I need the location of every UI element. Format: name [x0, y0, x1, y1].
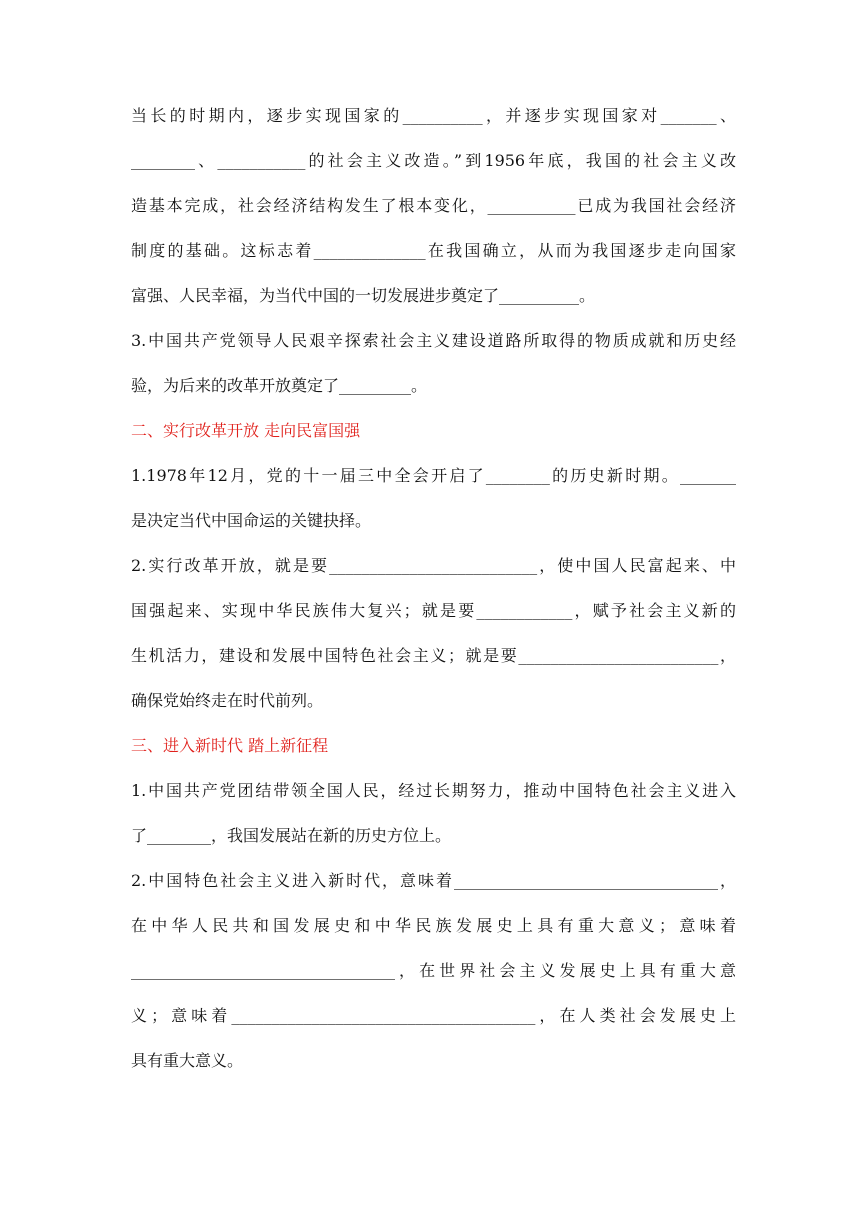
text-line: 验，为后来的改革开放奠定了_________。 [131, 376, 428, 395]
text-line: _________________________________，在世界社会主义发展史上具有重大意 [131, 961, 736, 980]
section-heading-2: 二、实行改革开放 走向民富国强 [131, 421, 361, 440]
text-line: 制度的基础。这标志着______________在我国确立，从而为我国逐步走向国家 [131, 241, 736, 260]
text-line: ________、___________的社会主义改造。”到1956年底，我国的社会主义改 [131, 151, 736, 170]
text-line: 1.中国共产党团结带领全国人民，经过长期努力，推动中国特色社会主义进入 [131, 781, 736, 800]
text-line: 2.中国特色社会主义进入新时代，意味着_________________________________， [131, 871, 736, 890]
text-line: 义；意味着______________________________________，在人类社会发展史上 [131, 1006, 736, 1025]
section-heading-3: 三、进入新时代 踏上新征程 [131, 736, 329, 755]
text-line: 富强、人民幸福，为当代中国的一切发展进步奠定了__________。 [131, 286, 596, 305]
text-line: 是决定当代中国命运的关键抉择。 [131, 511, 372, 530]
text-line: 在中华人民共和国发展史和中华民族发展史上具有重大意义；意味着 [131, 916, 736, 935]
text-line: 2.实行改革开放，就是要__________________________，使中国人民富起来、中 [131, 556, 736, 575]
text-line: 国强起来、实现中华民族伟大复兴；就是要____________，赋予社会主义新的 [131, 601, 736, 620]
text-line: 1.1978年12月，党的十一届三中全会开启了________的历史新时期。_______ [131, 466, 736, 485]
text-line: 当长的时期内，逐步实现国家的__________，并逐步实现国家对_______、 [131, 106, 736, 125]
text-line: 具有重大意义。 [131, 1051, 244, 1070]
text-line: 确保党始终走在时代前列。 [131, 691, 324, 710]
text-line: 造基本完成，社会经济结构发生了根本变化，___________已成为我国社会经济 [131, 196, 736, 215]
text-line: 生机活力，建设和发展中国特色社会主义；就是要_________________________， [131, 646, 736, 665]
text-line: 了________，我国发展站在新的历史方位上。 [131, 826, 452, 845]
text-line: 3.中国共产党领导人民艰辛探索社会主义建设道路所取得的物质成就和历史经 [131, 331, 736, 350]
